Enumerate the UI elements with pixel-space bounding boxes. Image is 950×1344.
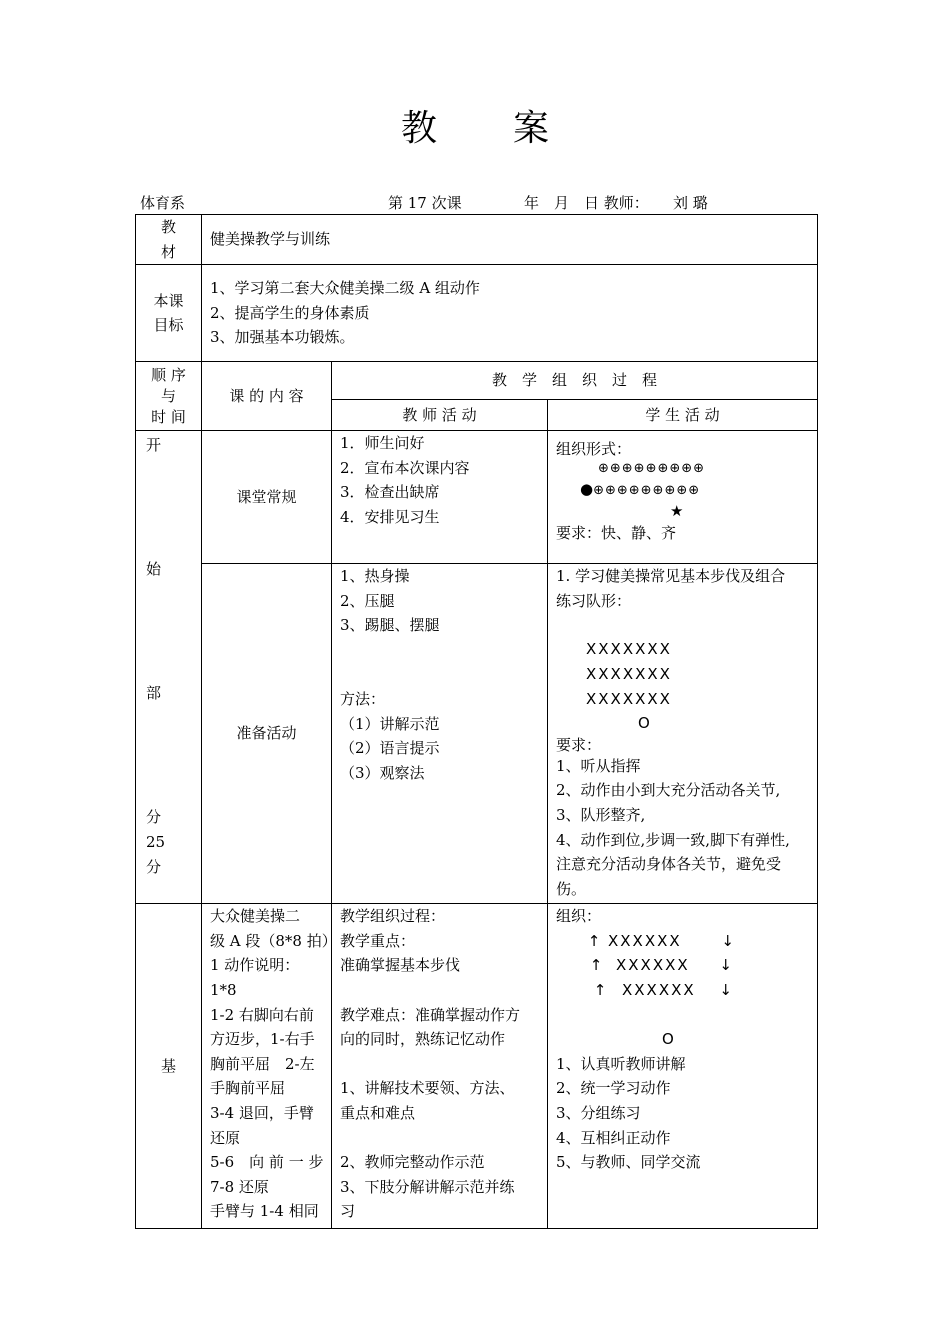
content-line: 7-8 还原 (210, 1177, 269, 1196)
requirement-item: 4、动作到位,步调一致,脚下有弹性, (556, 830, 790, 849)
teacher-line: 重点和难点 (340, 1103, 416, 1122)
prep-teacher (332, 564, 548, 904)
basic-content (202, 904, 337, 1229)
requirement-item: 伤。 (556, 879, 587, 898)
content-line: 1-2 右脚向右前 (210, 1005, 314, 1024)
teacher-step: 3．检查出缺席 (340, 483, 440, 502)
content-line: 还原 (210, 1128, 241, 1147)
part-char: 开 (146, 436, 162, 455)
down-arrow-icon: ↓ (721, 931, 736, 950)
routine-requirement: 要求：快、静、齐 (556, 524, 677, 543)
teacher-line: 1、讲解技术要领、方法、 (340, 1079, 515, 1098)
teacher-line: 2、教师完整动作示范 (340, 1153, 485, 1172)
formation-row: ⊕⊕⊕⊕⊕⊕⊕⊕⊕ (598, 461, 706, 477)
part-char: 分 (146, 808, 162, 827)
teacher-line: 3、踢腿、摆腿 (340, 616, 440, 635)
content-line: 方迈步，1-右手 (210, 1030, 315, 1049)
teacher-dot-icon: ● (580, 480, 594, 499)
teacher-line: 教学组织过程： (340, 907, 446, 926)
content-line: 级 A 段（8*8 拍） (210, 931, 337, 950)
teacher-line: 2、压腿 (340, 591, 395, 610)
order-label-2: 与 (160, 386, 176, 405)
teacher-name: 刘 璐 (673, 194, 708, 212)
content-line: 1 动作说明： (210, 956, 300, 975)
teacher-line: 准确掌握基本步伐 (340, 956, 461, 975)
spacer (340, 1126, 541, 1151)
teacher-line: 方法： (340, 689, 386, 708)
department: 体育系 (140, 194, 186, 212)
part-char: 始 (146, 560, 162, 579)
teacher-line: 习 (340, 1202, 356, 1221)
student-item: 5、与教师、同学交流 (556, 1153, 701, 1172)
content-line: 3-4 退回，手臂 (210, 1103, 314, 1122)
spacer (556, 1003, 811, 1028)
up-arrow-icon: ↑ (587, 931, 603, 950)
student-line: 1. 学习健美操常见基本步伐及组合 (556, 567, 786, 586)
student-item: 1、认真听教师讲解 (556, 1054, 686, 1073)
lesson-plan-table (135, 214, 818, 1229)
x-row-marks: XXXXXX (616, 956, 690, 975)
star-icon: ★ (670, 502, 684, 521)
goal-row (136, 265, 818, 362)
formation-title: 组织形式： (556, 440, 632, 459)
routine-teacher (332, 431, 548, 564)
requirement-title: 要求： (556, 735, 602, 754)
teacher-line: 1、热身操 (340, 567, 410, 586)
process-header: 教 学 组 织 过 程 (332, 362, 818, 400)
goal-item: 3、加强基本功锻炼。 (210, 328, 355, 347)
material-row (136, 215, 818, 265)
part-char: 部 (146, 684, 162, 703)
teacher-line: 教学重点： (340, 931, 416, 950)
teacher-line: 教学难点：准确掌握动作方 (340, 1005, 521, 1024)
basic-student (548, 904, 818, 1229)
content-header: 课 的 内 容 (202, 362, 332, 431)
material-value: 健美操教学与训练 (202, 215, 818, 265)
student-activity-header: 学 生 活 动 (548, 400, 818, 431)
spacer (340, 1052, 541, 1077)
formation-row-marks: ⊕⊕⊕⊕⊕⊕⊕⊕⊕ (593, 483, 701, 499)
material-label-2: 材 (160, 242, 176, 261)
x-formation-row (556, 929, 811, 954)
student-item: 4、互相纠正动作 (556, 1128, 671, 1147)
page-title (0, 100, 950, 151)
goal-item: 1、学习第二套大众健美操二级 A 组动作 (210, 279, 480, 298)
requirement-item: 2、动作由小到大充分活动各关节, (556, 781, 781, 800)
title-char-1: 教 (400, 108, 437, 149)
content-line: 手胸前平屈 (210, 1079, 286, 1098)
start-part-label (136, 431, 202, 904)
prep-row (136, 564, 818, 904)
prep-content: 准备活动 (202, 564, 332, 904)
content-line: 胸前平屈 2-左 (210, 1054, 315, 1073)
teacher-step: 2．宣布本次课内容 (340, 458, 470, 477)
routine-content: 课堂常规 (202, 431, 332, 564)
part-char: 分 (146, 858, 162, 877)
formation-row (556, 479, 811, 501)
student-item: 3、分组练习 (556, 1103, 641, 1122)
goal-label (136, 265, 202, 362)
goal-label-1: 本课 (153, 291, 184, 310)
basic-part-label: 基 (136, 904, 202, 1229)
x-row-marks: XXXXXX (622, 980, 696, 999)
spacer (556, 613, 811, 637)
teacher-position-marker: O (638, 714, 652, 733)
content-line: 大众健美操二 (210, 907, 301, 926)
teacher-line: （1）讲解示范 (340, 714, 440, 733)
basic-row (136, 904, 818, 1229)
x-formation-row (556, 978, 811, 1003)
x-formation-row: XXXXXXX (586, 640, 672, 659)
up-arrow-icon: ↑ (589, 956, 605, 975)
date-teacher-label: 年 月 日 教师： (524, 194, 649, 212)
teacher-line: 3、下肢分解讲解示范并练 (340, 1177, 515, 1196)
organization-title: 组织： (556, 907, 602, 926)
up-arrow-icon: ↑ (593, 980, 609, 999)
routine-student (548, 431, 818, 564)
goal-list (202, 265, 818, 362)
goal-item: 2、提高学生的身体素质 (210, 303, 370, 322)
routine-row (136, 431, 818, 564)
down-arrow-icon: ↓ (719, 980, 734, 999)
part-duration: 25 (146, 833, 166, 852)
prep-student (548, 564, 818, 904)
order-label-1: 顺 序 (151, 365, 186, 384)
down-arrow-icon: ↓ (719, 956, 734, 975)
goal-label-2: 目标 (153, 316, 184, 335)
content-line: 5-6 向 前 一 步 (210, 1153, 324, 1172)
material-label (136, 215, 202, 265)
x-row-marks: XXXXXX (608, 931, 682, 950)
teacher-line: （3）观察法 (340, 763, 425, 782)
content-line: 手臂与 1-4 相同 (210, 1202, 319, 1221)
student-line: 练习队形： (556, 591, 632, 610)
x-formation-row: XXXXXXX (586, 689, 672, 708)
title-char-2: 案 (513, 108, 550, 149)
requirement-item: 1、听从指挥 (556, 756, 641, 775)
requirement-item: 3、队形整齐, (556, 805, 646, 824)
requirement-item: 注意充分活动身体各关节，避免受 (556, 855, 782, 874)
lesson-number: 第 17 次课 (388, 194, 462, 212)
header-row-1 (136, 362, 818, 400)
spacer (340, 638, 541, 687)
student-item: 2、统一学习动作 (556, 1079, 671, 1098)
teacher-position-marker: O (662, 1030, 676, 1049)
teacher-step: 4．安排见习生 (340, 507, 440, 526)
order-time-header (136, 362, 202, 431)
teacher-step: 1．师生问好 (340, 434, 425, 453)
material-label-1: 教 (160, 218, 176, 236)
basic-teacher (332, 904, 548, 1229)
teacher-line: （2）语言提示 (340, 739, 440, 758)
teacher-line: 向的同时，熟练记忆动作 (340, 1030, 506, 1049)
spacer (340, 978, 541, 1003)
order-label-3: 时 间 (151, 407, 186, 426)
x-formation-row: XXXXXXX (586, 664, 672, 683)
teacher-activity-header: 教 师 活 动 (332, 400, 548, 431)
x-formation-row (556, 953, 811, 978)
content-line: 1*8 (210, 980, 237, 999)
